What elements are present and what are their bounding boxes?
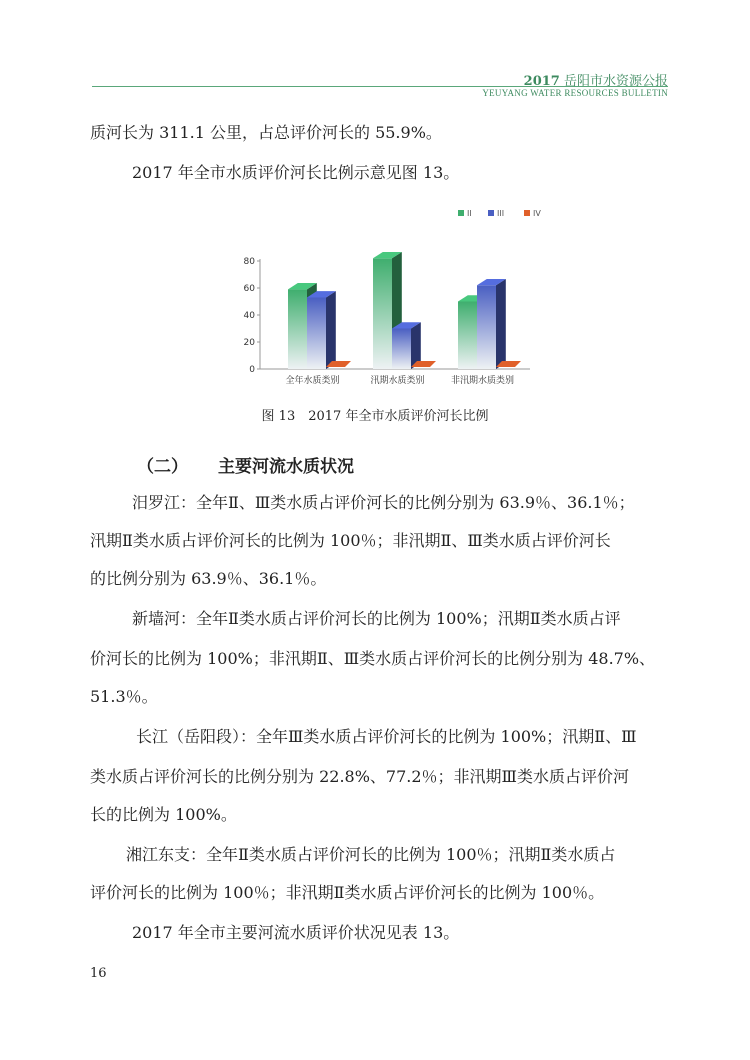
xinqiang-line-3: 51.3％。 — [90, 687, 158, 706]
y-tick-label: 0 — [249, 365, 255, 375]
changjiang-line-3: 长的比例为 100%。 — [90, 805, 237, 824]
header-title-text: 岳阳市水资源公报 — [563, 74, 668, 89]
xinqiang-line-1: 新墙河：全年Ⅱ类水质占评价河长的比例为 100%；汛期Ⅱ类水质占评 — [132, 609, 621, 628]
chart-svg — [230, 200, 540, 395]
miluo-line-1: 汨罗江：全年Ⅱ、Ⅲ类水质占评价河长的比例分别为 63.9％、36.1％； — [132, 493, 635, 512]
bar-front-II-0 — [288, 289, 307, 369]
bar-side-III-2 — [496, 279, 506, 369]
section-title: 主要河流水质状况 — [218, 457, 354, 477]
y-tick-label: 60 — [243, 284, 255, 294]
bar-front-II-1 — [373, 258, 392, 369]
legend-label-III: III — [497, 209, 505, 218]
x-category-label: 全年水质类别 — [285, 376, 340, 386]
legend-label-IV: IV — [533, 209, 541, 218]
xinqiang-line-2: 价河长的比例为 100%；非汛期Ⅱ、Ⅲ类水质占评价河长的比例分别为 48.7%、 — [90, 649, 656, 668]
xiangjiang-line-1: 湘江东支：全年Ⅱ类水质占评价河长的比例为 100％；汛期Ⅱ类水质占 — [126, 845, 616, 864]
bar-front-III-1 — [392, 329, 411, 370]
bar-chart — [230, 200, 540, 395]
bar-front-III-2 — [477, 285, 496, 369]
legend-swatch-IV — [524, 210, 530, 216]
legend-swatch-III — [488, 210, 494, 216]
section-number: （二） — [137, 457, 188, 477]
bar-front-III-0 — [307, 297, 326, 369]
miluo-line-2: 汛期Ⅱ类水质占评价河长的比例为 100％；非汛期Ⅱ、Ⅲ类水质占评价河长 — [90, 531, 611, 550]
paragraph-2: 2017 年全市水质评价河长比例示意见图 13。 — [132, 163, 460, 182]
closing-paragraph: 2017 年全市主要河流水质评价状况见表 13。 — [132, 923, 460, 942]
x-category-label: 汛期水质类别 — [370, 376, 425, 386]
header-subtitle: YEUYANG WATER RESOURCES BULLETIN — [482, 88, 668, 98]
x-category-label: 非汛期水质类别 — [450, 376, 515, 386]
legend-swatch-II — [458, 210, 464, 216]
bar-side-III-0 — [326, 291, 336, 369]
header-title — [524, 70, 668, 89]
figure-caption: 图 13 2017 年全市水质评价河长比例 — [261, 409, 489, 424]
legend-label-II: II — [467, 209, 472, 218]
y-tick-label: 80 — [243, 257, 255, 267]
page-number: 16 — [90, 966, 107, 981]
miluo-line-3: 的比例分别为 63.9％、36.1％。 — [90, 569, 327, 588]
bar-front-II-2 — [458, 302, 477, 370]
y-tick-label: 20 — [243, 338, 255, 348]
changjiang-line-2: 类水质占评价河长的比例分别为 22.8%、77.2％；非汛期Ⅲ类水质占评价河 — [90, 767, 629, 786]
header-year: 2017 — [523, 74, 560, 89]
paragraph-1: 质河长为 311.1 公里，占总评价河长的 55.9%。 — [90, 123, 442, 142]
xiangjiang-line-2: 评价河长的比例为 100％；非汛期Ⅱ类水质占评价河长的比例为 100％。 — [90, 883, 605, 902]
y-tick-label: 40 — [243, 311, 255, 321]
changjiang-line-1: 长江（岳阳段）：全年Ⅲ类水质占评价河长的比例为 100%；汛期Ⅱ、Ⅲ — [136, 727, 637, 746]
